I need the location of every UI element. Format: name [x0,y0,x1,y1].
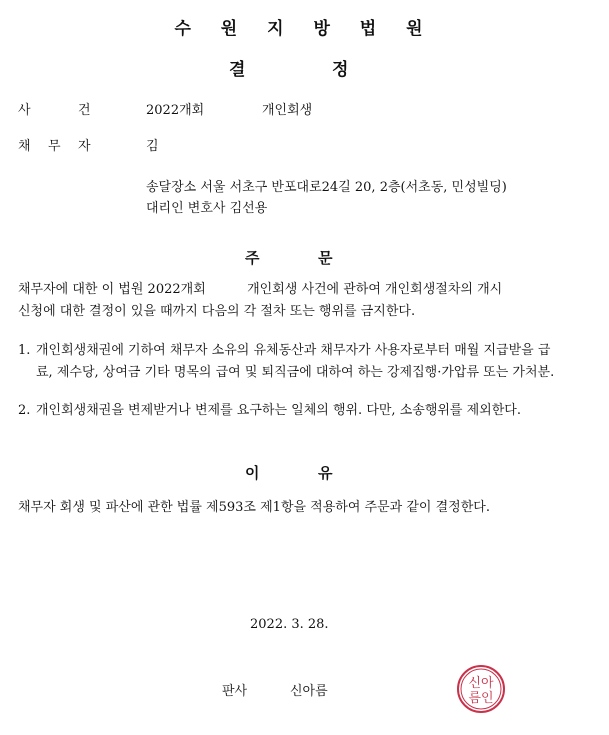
order-item-2-number: 2. [18,403,31,418]
order-intro-line2: 신청에 대한 결정이 있을 때까지 다음의 각 절차 또는 행위를 금지한다. [18,304,416,319]
order-heading-2: 문 [318,249,333,267]
debtor-address: 송달장소 서울 서초구 반포대로24길 20, 2층(서초동, 민성빌딩) [146,180,507,195]
court-name: 수 원 지 방 법 원 [174,19,435,39]
seal-text-top: 신아 [468,676,494,691]
judge-seal [456,664,506,714]
debtor-name: 김 [146,139,159,154]
judge-title: 판사 [222,684,248,699]
debtor-label-2: 무 [48,139,61,154]
debtor-label-3: 자 [78,139,91,154]
order-item-1 [18,340,558,384]
order-item-2-text: 개인회생채권을 변제받거나 변제를 요구하는 일체의 행위. 다만, 소송행위를 제외한다. [36,403,521,418]
order-item-1-text: 개인회생채권에 기하여 채무자 소유의 유체동산과 채무자가 사용자로부터 매월 지급받을 급료, 제수당, 상여금 기타 명목의 급여 및 퇴직금에 대하여 하는 강제집행·가압류 또는 가처분. [36,343,555,380]
reason-heading-1: 이 [245,464,260,482]
judge-name: 신아름 [290,684,328,699]
order-item-2 [18,400,558,422]
case-label-1: 사 [18,103,31,118]
document-title-2: 정 [332,60,349,80]
document-title-1: 결 [229,60,246,80]
decision-date: 2022. 3. 28. [250,617,329,632]
case-label-2: 건 [78,103,91,118]
reason-heading-2: 유 [318,464,333,482]
debtor-agent: 대리인 변호사 김선용 [146,201,268,216]
seal-text-bottom: 름인 [468,691,494,706]
case-number: 2022개회 [146,103,205,118]
order-intro-line1: 채무자에 대한 이 법원 2022개회 개인회생 사건에 관하여 개인회생절차의 개시 [18,282,503,297]
reason-text: 채무자 회생 및 파산에 관한 법률 제593조 제1항을 적용하여 주문과 같이 결정한다. [18,500,490,515]
order-item-1-number: 1. [18,343,31,358]
order-heading-1: 주 [245,249,260,267]
case-type: 개인회생 [262,103,313,118]
debtor-label-1: 채 [18,139,31,154]
